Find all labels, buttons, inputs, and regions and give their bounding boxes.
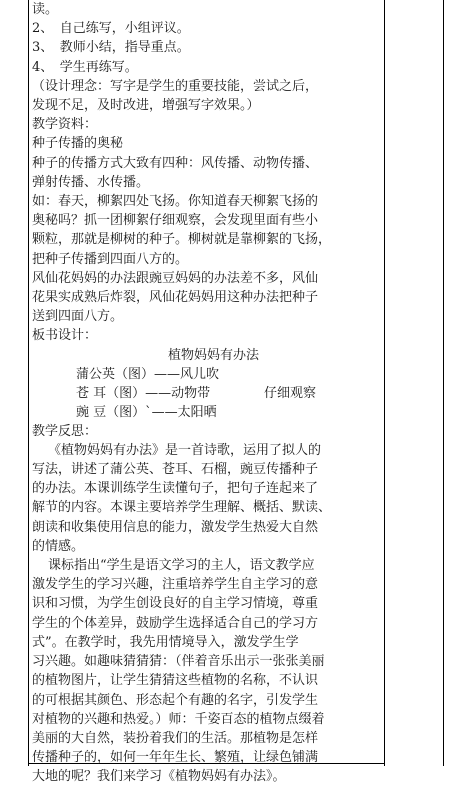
table-border-middle [384,0,385,766]
text-line: 的情感。 [32,538,85,554]
board-row-dandelion: 蒲公英（图）——风儿吹 [76,366,220,382]
text-line: 2、 自己练写，小组评议。 [32,21,190,37]
text-line: 的办法。本课训练学生读懂句子，把句子连起来了 [32,481,319,497]
text-line: 弹射传播、水传播。 [32,174,150,190]
board-title: 植物妈妈有办法 [168,347,260,363]
text-line: 大地的呢？我们来学习《植物妈妈有办法》。 [32,769,286,785]
text-line: 《植物妈妈有办法》是一首诗歌，运用了拟人的 [48,442,322,458]
text-line: 写法，讲述了蒲公英、苍耳、石榴，豌豆传播种子 [32,462,319,478]
text-line: （设计理念：写字是学生的重要技能，尝试之后， [32,78,319,94]
text-line: 3、 教师小结，指导重点。 [32,40,190,56]
text-line: 如：春天，柳絮四处飞扬。你知道春天柳絮飞扬的 [32,194,319,210]
text-line: 送到四面八方。 [32,309,124,325]
text-line: 美丽的大自然，装扮着我们的生活。那植物是怎样 [32,730,319,746]
text-line: 的可根据其颜色、形态起个有趣的名字，引发学生 [32,692,319,708]
section-heading: 板书设计： [32,328,98,344]
text-line: 颗粒，那就是柳树的种子。柳树就是靠柳絮的飞扬， [32,232,332,248]
text-line: 解节的内容。本课主要培养学生理解、概括、默读、 [32,500,332,516]
text-line: 学生的个体差异，鼓励学生选择适合自己的学习方 [32,615,319,631]
text-line: 课标指出“学生是语文学习的主人，语文教学应 [48,558,315,574]
text-line: 激发学生的学习兴趣，注重培养学生自主学习的意 [32,577,319,593]
board-row-cocklebur: 苍 耳（图）——动物带 [76,385,211,401]
text-line: 奥秘吗？抓一团柳絮仔细观察，会发现里面有些小 [32,213,319,229]
subheading: 种子传播的奥秘 [32,136,124,152]
lesson-plan-cell [32,0,384,787]
text-line: 传播种子的，如何一年年生长、繁殖，让绿色铺满 [32,750,319,766]
text-line: 发现不足，及时改进，增强写字效果。） [32,98,260,114]
text-line: 读。 [32,2,59,17]
text-line: 4、 学生再练写。 [32,59,138,75]
text-line: 识和习惯，为学生创设良好的自主学习情境，尊重 [32,596,319,612]
text-line: 对植物的兴趣和热爱。）师：千姿百态的植物点缀着 [32,711,325,727]
text-line: 朗读和收集使用信息的能力，激发学生热爱大自然 [32,519,319,535]
text-line: 把种子传播到四面八方的。 [32,251,189,267]
table-border-left [28,0,29,766]
top-section [32,0,384,346]
section-heading: 教学反思： [32,423,98,439]
section-heading: 教学资料： [32,117,98,133]
text-line: 式”。在教学时，我先用情境导入，激发学生学 [32,634,299,650]
text-line: 风仙花妈妈的办法跟豌豆妈妈的办法差不多，风仙 [32,270,319,286]
text-line: 花果实成熟后炸裂，风仙花妈妈用这种办法把种子 [32,290,319,306]
text-line: 种子的传播方式大致有四种：风传播、动物传播、 [32,155,319,171]
text-line: 的植物图片，让学生猜猜这些植物的名称，不认识 [32,673,319,689]
board-note-observe: 仔细观察 [264,385,317,401]
reflection-section [32,422,384,787]
text-line: 习兴趣。如趣味猜猜猜：（伴着音乐出示一张张美丽 [32,654,325,670]
board-row-pea: 豌 豆（图）ˋ——太阳晒 [76,404,217,420]
table-border-right [443,0,444,766]
board-design [32,346,384,422]
